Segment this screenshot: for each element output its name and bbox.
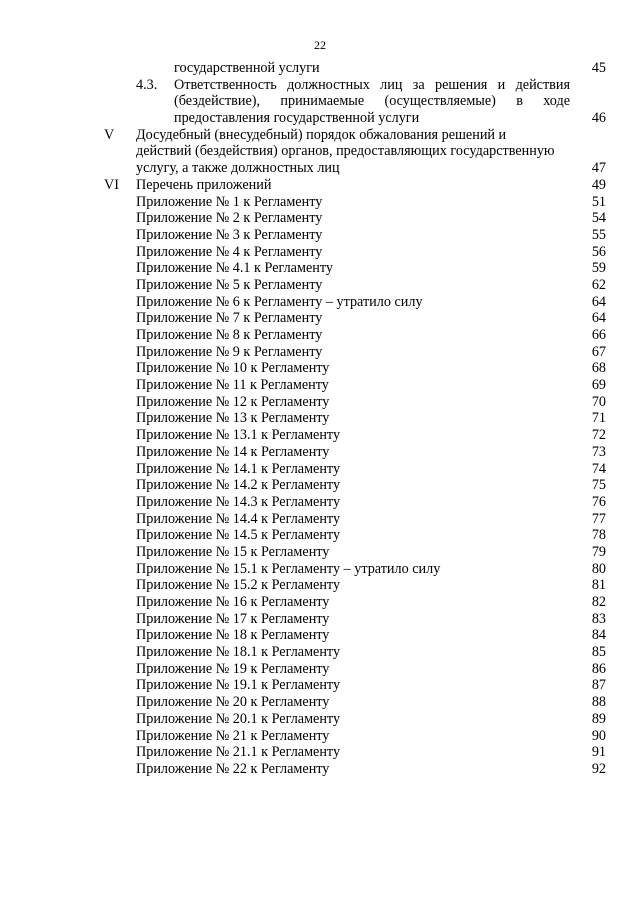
toc-appendix-label: Приложение № 18.1 к Регламенту: [136, 644, 341, 661]
toc-appendix-page: 80: [591, 560, 606, 577]
toc-appendix-label: Приложение № 3 к Регламенту: [136, 226, 323, 243]
toc-appendix-label: Приложение № 1 к Регламенту: [136, 193, 323, 210]
toc-entry-section-5-line-2: [0, 143, 640, 160]
toc-appendix-page: 74: [591, 460, 606, 477]
toc-appendix-label: Приложение № 8 к Регламенту: [136, 327, 323, 343]
toc-entry-section-5-line-3: [0, 160, 640, 177]
toc-appendix-page: 70: [591, 393, 606, 410]
toc-entry-text: действий (бездействия) органов, предоставляющих государственную: [136, 143, 555, 160]
toc-appendix-entry: [0, 594, 640, 611]
toc-appendix-label: Приложение № 5 к Регламенту: [136, 276, 323, 293]
toc-entry-number: 4.3.: [136, 76, 158, 93]
toc-entry-4-3-line-2: [0, 93, 640, 110]
toc-appendix-page: 62: [591, 276, 606, 293]
toc-appendix-page: 75: [591, 477, 606, 494]
page-number: 22: [314, 38, 326, 52]
toc-appendix-entry: [0, 644, 640, 661]
toc-appendix-entry: [0, 444, 640, 461]
toc-appendix-page: 78: [591, 527, 606, 544]
toc-appendix-entry: [0, 377, 640, 394]
toc-entry-text: (бездействие), принимаемые (осуществляемые) в ходе: [174, 93, 570, 110]
toc-appendix-page: 79: [591, 543, 606, 560]
toc-appendix-page: 73: [591, 443, 606, 460]
toc-entry-text: государственной услуги: [174, 60, 320, 76]
toc-section-number: VI: [104, 176, 119, 193]
toc-appendix-page: 54: [591, 210, 606, 227]
toc-section-number: V: [104, 126, 115, 143]
toc-appendix-page: 87: [591, 677, 606, 694]
toc-appendix-page: 88: [591, 694, 606, 711]
toc-appendix-page: 85: [591, 644, 606, 661]
toc-appendix-page: 56: [591, 243, 606, 260]
toc-appendix-label: Приложение № 4.1 к Регламенту: [136, 260, 333, 277]
toc-appendix-page: 81: [591, 577, 606, 594]
toc-entry-4-3-line-3: [0, 110, 640, 127]
toc-appendix-label: Приложение № 10 к Регламенту: [136, 360, 330, 377]
toc-appendix-page: 51: [591, 193, 606, 210]
toc-appendix-label: Приложение № 17 к Регламенту: [136, 610, 330, 627]
toc-appendix-entry: [0, 761, 640, 778]
toc-appendix-entry: [0, 728, 640, 745]
toc-appendix-page: 90: [591, 727, 606, 744]
toc-appendix-label: Приложение № 21.1 к Регламенту: [136, 744, 341, 761]
toc-appendix-entry: [0, 627, 640, 644]
toc-appendix-label: Приложение № 7 к Регламенту: [136, 310, 323, 327]
toc-appendix-entry: [0, 194, 640, 211]
toc-appendix-label: Приложение № 15.1 к Регламенту – утратило силу: [136, 560, 441, 577]
toc-appendix-label: Приложение № 2 к Регламенту: [136, 210, 323, 227]
toc-appendix-entry: [0, 461, 640, 478]
toc-appendix-page: 71: [591, 410, 606, 427]
toc-entry-text: услугу, а также должностных лиц: [136, 160, 340, 177]
toc-appendix-label: Приложение № 15 к Регламенту: [136, 543, 330, 560]
toc-appendix-entry: [0, 511, 640, 528]
toc-appendix-label: Приложение № 14.4 к Регламенту: [136, 510, 341, 527]
toc-appendix-entry: [0, 477, 640, 494]
toc-entry-page: 49: [591, 176, 606, 193]
toc-entry-text: Досудебный (внесудебный) порядок обжалования решений и: [136, 126, 507, 143]
toc-appendix-page: 55: [591, 226, 606, 243]
toc-appendix-label: Приложение № 19 к Регламенту: [136, 660, 330, 677]
toc-appendix-entry: [0, 677, 640, 694]
toc-appendix-entry: [0, 427, 640, 444]
toc-appendix-entry: [0, 711, 640, 728]
toc-appendix-page: 89: [591, 710, 606, 727]
toc-appendix-page: 59: [591, 260, 606, 277]
toc-appendix-entry: [0, 394, 640, 411]
toc-appendix-page: 77: [591, 510, 606, 527]
toc-appendix-label: Приложение № 14.2 к Регламенту: [136, 477, 341, 494]
toc-entry-text: Перечень приложений: [136, 176, 272, 193]
toc-appendix-entry: [0, 244, 640, 261]
toc-appendix-page: 92: [591, 760, 606, 777]
toc-appendix-entry: [0, 577, 640, 594]
toc-appendix-label: Приложение № 18 к Регламенту: [136, 627, 330, 644]
toc-appendix-label: Приложение № 12 к Регламенту: [136, 393, 330, 410]
toc-appendix-label: Приложение № 6 к Регламенту – утратило силу: [136, 293, 423, 310]
toc-appendix-entry: [0, 544, 640, 561]
toc-entry-page: 45: [591, 60, 606, 76]
toc-appendix-page: 86: [591, 660, 606, 677]
toc-entry-text: Ответственность должностных лиц за решения и действия: [174, 76, 570, 93]
toc-entry-page: 47: [591, 160, 606, 177]
toc-appendix-page: 64: [591, 293, 606, 310]
toc-appendix-page: 76: [591, 493, 606, 510]
toc-appendix-entry: [0, 277, 640, 294]
toc-appendix-entry: [0, 310, 640, 327]
toc-appendix-label: Приложение № 16 к Регламенту: [136, 594, 330, 610]
toc-appendix-page: 84: [591, 627, 606, 644]
toc-appendix-entry: [0, 210, 640, 227]
toc-appendix-entry: [0, 227, 640, 244]
toc-appendix-entry: [0, 344, 640, 361]
appendix-list: [0, 194, 640, 778]
toc-appendix-label: Приложение № 14.1 к Регламенту: [136, 460, 341, 477]
toc-appendix-entry: [0, 694, 640, 711]
toc-appendix-entry: [0, 494, 640, 511]
toc-appendix-entry: [0, 260, 640, 277]
toc-appendix-page: 83: [591, 610, 606, 627]
toc-appendix-label: Приложение № 21 к Регламенту: [136, 727, 330, 744]
toc-appendix-page: 82: [591, 594, 606, 610]
toc-appendix-label: Приложение № 4 к Регламенту: [136, 243, 323, 260]
toc-entry-continuation: [0, 60, 640, 77]
toc-appendix-entry: [0, 611, 640, 628]
toc-appendix-label: Приложение № 13.1 к Регламенту: [136, 427, 341, 444]
toc-appendix-page: 91: [591, 744, 606, 761]
toc-appendix-label: Приложение № 14.3 к Регламенту: [136, 493, 341, 510]
toc-appendix-label: Приложение № 14.5 к Регламенту: [136, 527, 341, 544]
toc-appendix-entry: [0, 744, 640, 761]
toc-appendix-page: 68: [591, 360, 606, 377]
toc-appendix-entry: [0, 294, 640, 311]
toc-appendix-label: Приложение № 14 к Регламенту: [136, 443, 330, 460]
toc-entry-section-5-line-1: [0, 127, 640, 144]
toc-appendix-label: Приложение № 9 к Регламенту: [136, 343, 323, 360]
toc-appendix-page: 67: [591, 343, 606, 360]
toc-appendix-label: Приложение № 13 к Регламенту: [136, 410, 330, 427]
toc-appendix-label: Приложение № 20.1 к Регламенту: [136, 710, 341, 727]
table-of-contents: [0, 60, 640, 778]
toc-appendix-entry: [0, 661, 640, 678]
toc-appendix-entry: [0, 410, 640, 427]
toc-entry-section-6: [0, 177, 640, 194]
toc-appendix-entry: [0, 527, 640, 544]
toc-appendix-label: Приложение № 11 к Регламенту: [136, 377, 329, 394]
toc-appendix-entry: [0, 561, 640, 578]
toc-appendix-page: 72: [591, 427, 606, 444]
toc-appendix-label: Приложение № 15.2 к Регламенту: [136, 577, 341, 594]
toc-appendix-label: Приложение № 20 к Регламенту: [136, 694, 330, 711]
toc-appendix-label: Приложение № 19.1 к Регламенту: [136, 677, 341, 694]
toc-appendix-entry: [0, 360, 640, 377]
toc-entry-page: 46: [591, 110, 606, 127]
toc-appendix-label: Приложение № 22 к Регламенту: [136, 760, 330, 777]
toc-appendix-page: 69: [591, 377, 606, 394]
toc-appendix-entry: [0, 327, 640, 344]
toc-entry-4-3-line-1: [0, 77, 640, 94]
toc-appendix-page: 64: [591, 310, 606, 327]
toc-appendix-page: 66: [591, 327, 606, 343]
toc-entry-text: предоставления государственной услуги: [174, 110, 420, 127]
